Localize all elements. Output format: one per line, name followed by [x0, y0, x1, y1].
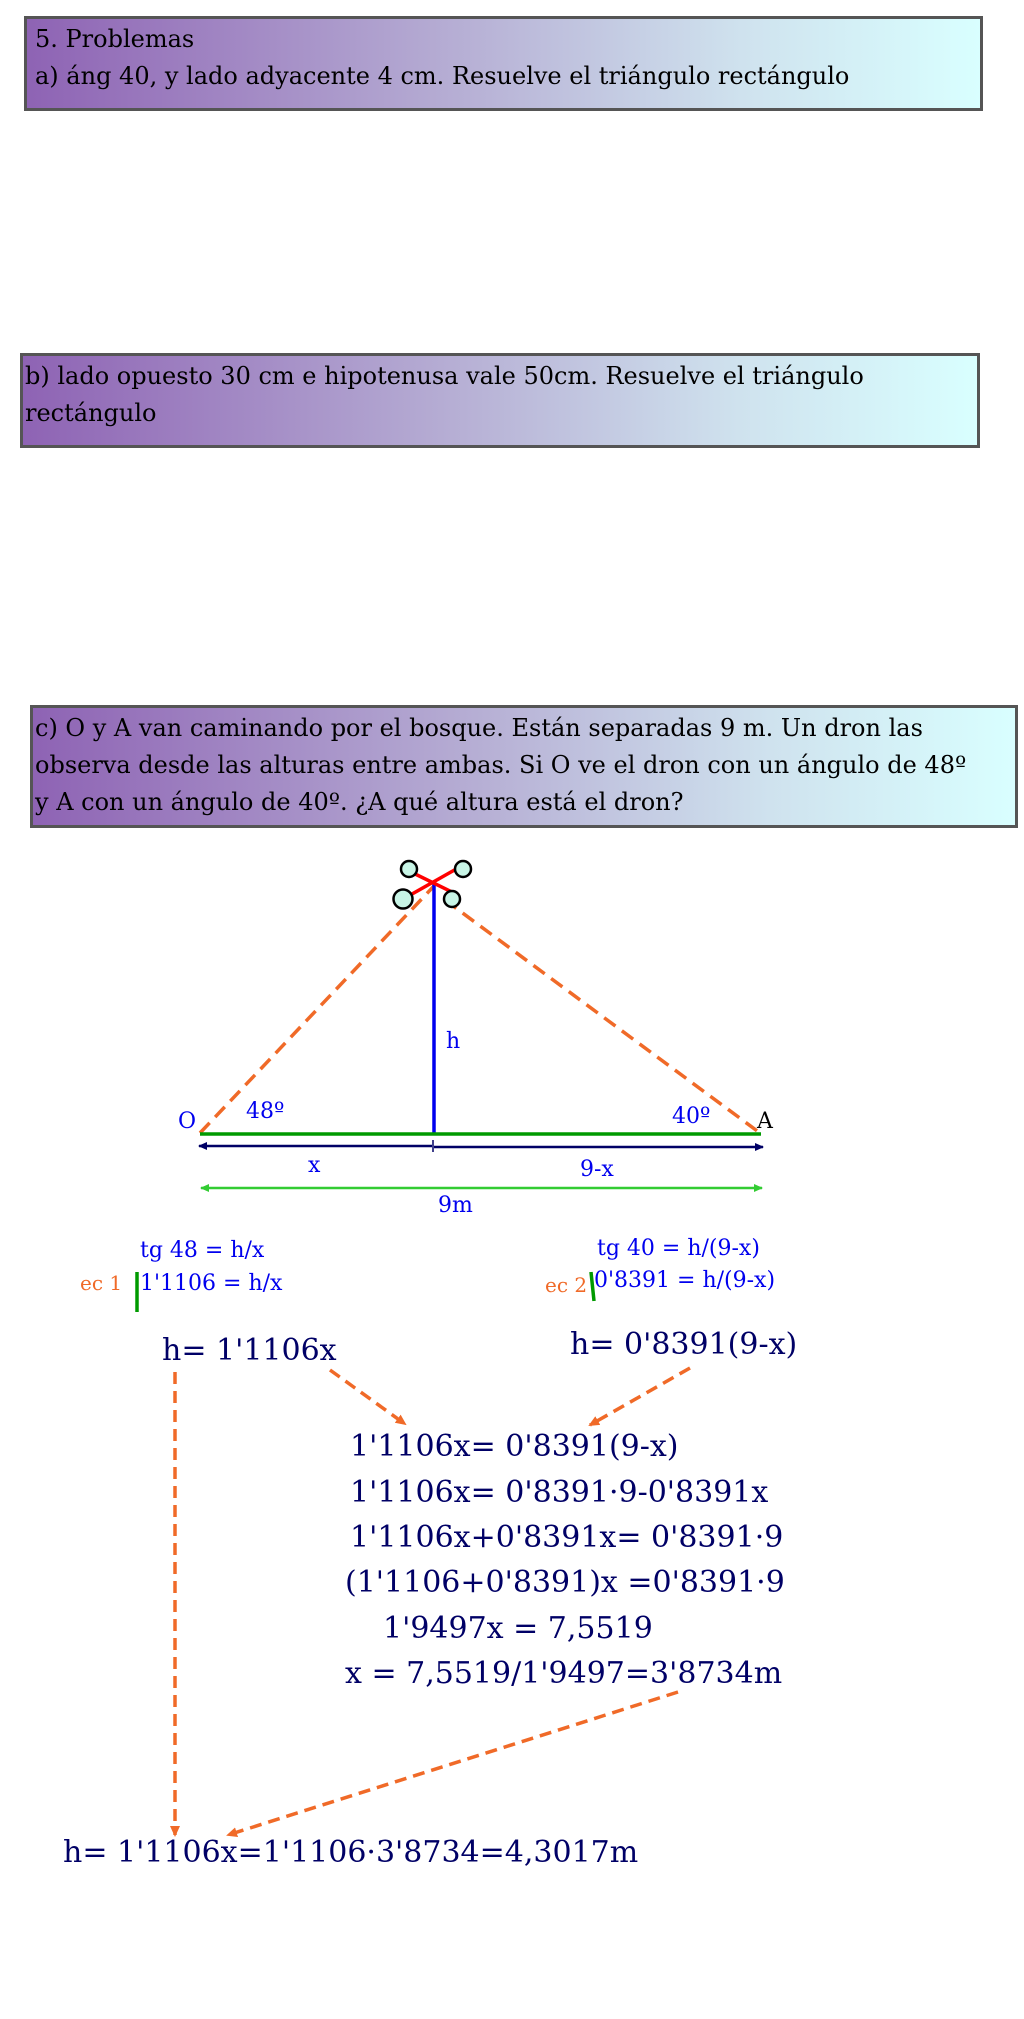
label-o: O: [178, 1109, 197, 1134]
label-x: x: [308, 1153, 321, 1178]
eq2-tag: ec 2: [545, 1273, 588, 1297]
flow-arrow-x-to-final: [228, 1692, 678, 1835]
h-equation-2: h= 0'8391(9-x): [570, 1327, 798, 1362]
problem-a-heading: 5. Problemas: [35, 25, 195, 53]
eq2-value: 0'8391 = h/(9-x): [594, 1268, 776, 1293]
sight-line-a: [445, 900, 760, 1133]
label-9-x: 9-x: [580, 1157, 614, 1182]
step-4: (1'1106+0'8391)x =0'8391·9: [345, 1565, 785, 1600]
step-1: 1'1106x= 0'8391(9-x): [350, 1429, 679, 1464]
step-2: 1'1106x= 0'8391·9-0'8391x: [350, 1475, 769, 1510]
h-equation-1: h= 1'1106x: [162, 1333, 337, 1368]
eq1-tag: ec 1: [80, 1271, 123, 1295]
step-3: 1'1106x+0'8391x= 0'8391·9: [350, 1520, 784, 1555]
flow-arrow-h1-to-step1: [330, 1370, 405, 1424]
label-9m: 9m: [438, 1193, 473, 1218]
problem-b-statement-line1: b) lado opuesto 30 cm e hipotenusa vale 50cm. Resuelve el triángulo: [25, 362, 864, 390]
problem-b-statement-line2: rectángulo: [25, 399, 157, 427]
eq1-value: 1'1106 = h/x: [140, 1271, 283, 1296]
label-h: h: [446, 1029, 461, 1054]
problem-c-statement-line3: y A con un ángulo de 40º. ¿A qué altura está el dron?: [35, 788, 684, 816]
problem-c-statement-line2: observa desde las alturas entre ambas. Si O ve el dron con un ángulo de 48º: [35, 751, 967, 779]
eq2-tangent: tg 40 = h/(9-x): [597, 1236, 760, 1261]
sight-line-o: [200, 886, 434, 1133]
label-a: A: [757, 1109, 773, 1134]
angle-a-label: 40º: [672, 1104, 711, 1129]
problem-c-statement-line1: c) O y A van caminando por el bosque. Están separadas 9 m. Un dron las: [35, 714, 923, 742]
angle-o-label: 48º: [246, 1099, 285, 1124]
step-6: x = 7,5519/1'9497=3'8734m: [345, 1656, 783, 1691]
final-result: h= 1'1106x=1'1106·3'8734=4,3017m: [63, 1835, 639, 1870]
problem-a-statement: a) áng 40, y lado adyacente 4 cm. Resuelve el triángulo rectángulo: [35, 62, 850, 90]
flow-arrow-h2-to-step1: [590, 1368, 690, 1425]
eq1-tangent: tg 48 = h/x: [140, 1238, 265, 1263]
step-5: 1'9497x = 7,5519: [383, 1611, 653, 1646]
